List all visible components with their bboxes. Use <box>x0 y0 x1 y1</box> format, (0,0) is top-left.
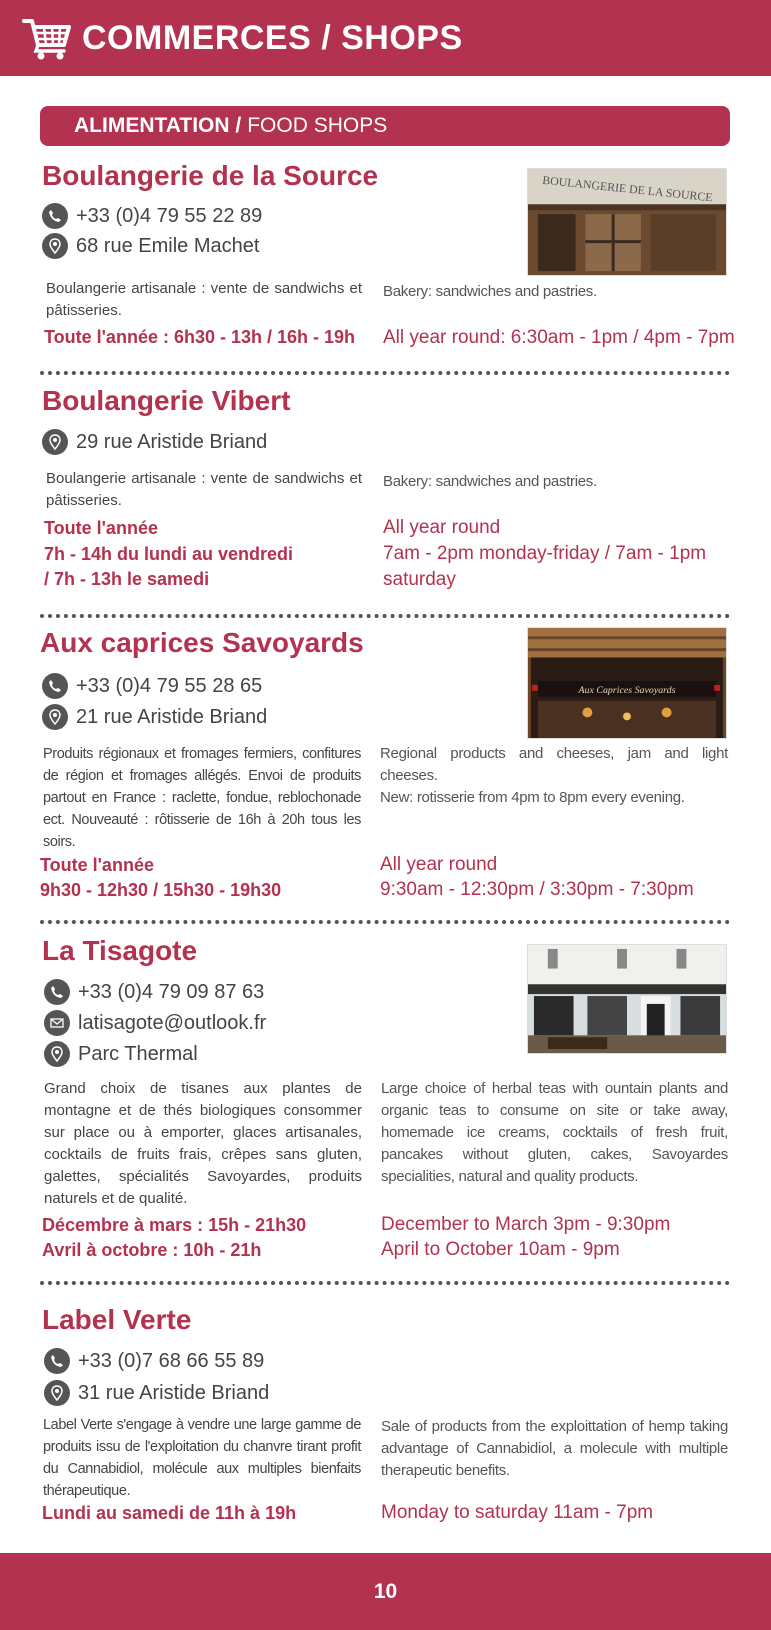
shop-phone[interactable] <box>42 673 262 699</box>
address-text: 21 rue Aristide Briand <box>76 705 268 728</box>
email-address: latisagote@outlook.fr <box>78 1011 267 1034</box>
shop-address <box>42 429 267 455</box>
photo-sign-text: Aux Caprices Savoyards <box>578 684 676 696</box>
shop-hours-en-2: April to October 10am - 9pm <box>381 1239 620 1260</box>
shop-hours-fr-2: Avril à octobre : 10h - 21h <box>42 1240 262 1260</box>
shop-description-fr: Grand choix de tisanes aux plantes de montagne et de thés biologiques consommer sur place ou à emporter, glaces artisanales, cocktails de fruits frais, crêpes sans gluten, galettes, spécialités Savoyardes, produits naturels et de qualité. <box>44 1080 362 1207</box>
location-pin-icon <box>42 704 68 730</box>
shop-description-en-1: Regional products and cheeses, jam and light cheeses. <box>380 745 728 784</box>
shop-hours-fr-1: Décembre à mars : 15h - 21h30 <box>42 1215 307 1235</box>
section-title-fr: ALIMENTATION / <box>74 114 242 137</box>
shop-hours-en-2: 9:30am - 12:30pm / 3:30pm - 7:30pm <box>380 879 694 900</box>
shop-hours-en-1: All year round <box>383 517 501 538</box>
shop-hours-en: All year round: 6:30am - 1pm / 4pm - 7pm <box>383 327 735 348</box>
section-title-en: FOOD SHOPS <box>247 114 388 137</box>
shop-description-fr: Boulangerie artisanale : vente de sandwichs et pâtisseries. <box>46 280 362 319</box>
shop-hours-fr-2: 9h30 - 12h30 / 15h30 - 19h30 <box>40 880 282 900</box>
shop-hours-fr-3: / 7h - 13h le samedi <box>44 569 210 589</box>
phone-number: +33 (0)4 79 09 87 63 <box>78 980 265 1003</box>
shop-name: La Tisagote <box>42 935 198 966</box>
divider <box>40 371 730 375</box>
shop-address <box>44 1041 198 1067</box>
address-text: 68 rue Emile Machet <box>76 234 260 257</box>
shop-phone[interactable] <box>44 979 264 1005</box>
phone-number: +33 (0)7 68 66 55 89 <box>78 1349 265 1372</box>
shop-hours-fr: Toute l'année : 6h30 - 13h / 16h - 19h <box>44 327 356 347</box>
phone-icon <box>44 979 70 1005</box>
location-pin-icon <box>42 429 68 455</box>
shopping-cart-icon <box>22 15 72 61</box>
shop-address <box>42 233 259 259</box>
envelope-icon <box>44 1010 70 1036</box>
shop-description-en: Bakery: sandwiches and pastries. <box>383 283 597 300</box>
phone-icon <box>44 1348 70 1374</box>
shop-name: Label Verte <box>42 1304 192 1335</box>
shop-name: Boulangerie de la Source <box>42 160 379 191</box>
page-footer <box>0 1553 771 1630</box>
shop-description-fr: Boulangerie artisanale : vente de sandwichs et pâtisseries. <box>46 470 362 509</box>
divider <box>40 1281 730 1285</box>
phone-number: +33 (0)4 79 55 22 89 <box>76 204 263 227</box>
phone-icon <box>42 673 68 699</box>
shop-hours-fr-2: 7h - 14h du lundi au vendredi <box>44 544 294 564</box>
shop-hours-en-1: All year round <box>380 854 498 875</box>
shop-photo <box>527 944 727 1054</box>
shop-hours-fr: Lundi au samedi de 11h à 19h <box>42 1503 297 1523</box>
shop-hours-fr-1: Toute l'année <box>44 518 158 538</box>
shop-name: Aux caprices Savoyards <box>40 627 364 658</box>
address-text: 31 rue Aristide Briand <box>78 1381 270 1404</box>
location-pin-icon <box>44 1380 70 1406</box>
shop-hours-fr-1: Toute l'année <box>40 855 154 875</box>
shop-description-fr: Label Verte s'engage à vendre une large gamme de produits issu de l'exploitation du chanvre tirant profit du Cannabidiol, molécule aux multiples bienfaits thérapeutique. <box>43 1417 361 1499</box>
shop-phone[interactable] <box>42 203 262 229</box>
section-heading <box>40 106 730 146</box>
phone-icon <box>42 203 68 229</box>
shop-name: Boulangerie Vibert <box>42 385 291 416</box>
shop-hours-en: Monday to saturday 11am - 7pm <box>381 1502 654 1523</box>
shop-hours-en-2: 7am - 2pm monday-friday / 7am - 1pm saturday <box>383 543 707 590</box>
location-pin-icon <box>44 1041 70 1067</box>
shop-phone[interactable] <box>44 1348 264 1374</box>
photo-sign-text: BOULANGERIE DE LA SOURCE <box>541 172 714 205</box>
divider <box>40 920 730 924</box>
shop-address <box>44 1380 269 1406</box>
shop-email[interactable] <box>44 1010 266 1036</box>
shop-description-en: Large choice of herbal teas with ountain plants and organic teas to consume on site or take away, homemade ice creams, cocktails of fresh fruit, pancakes without gluten, cakes, Savoyardes specialities, natural and quality products. <box>381 1080 728 1185</box>
page-title: COMMERCES / SHOPS <box>82 18 463 57</box>
shop-description-fr: Produits régionaux et fromages fermiers, confitures de région et fromages allégés. Envoi de produits partout en France : raclette, fondue, reblochonade ect. Nouveauté : rôtisserie de 16h à 20h tous les soirs. <box>43 746 361 850</box>
shop-description-en: Sale of products from the exploittation of hemp taking advantage of Cannabidiol, a molecule with multiple therapeutic benefits. <box>381 1418 728 1479</box>
phone-number: +33 (0)4 79 55 28 65 <box>76 674 263 697</box>
shop-photo <box>527 168 727 276</box>
address-text: 29 rue Aristide Briand <box>76 430 268 453</box>
shop-hours-en-1: December to March 3pm - 9:30pm <box>381 1214 671 1235</box>
page-number: 10 <box>373 1579 398 1603</box>
shop-description-en-2: New: rotisserie from 4pm to 8pm every evening. <box>380 789 685 806</box>
address-text: Parc Thermal <box>78 1042 198 1065</box>
shop-description-en: Bakery: sandwiches and pastries. <box>383 473 597 490</box>
page-header <box>0 0 771 76</box>
location-pin-icon <box>42 233 68 259</box>
shop-address <box>42 704 267 730</box>
shop-photo <box>527 627 727 739</box>
divider <box>40 614 730 618</box>
